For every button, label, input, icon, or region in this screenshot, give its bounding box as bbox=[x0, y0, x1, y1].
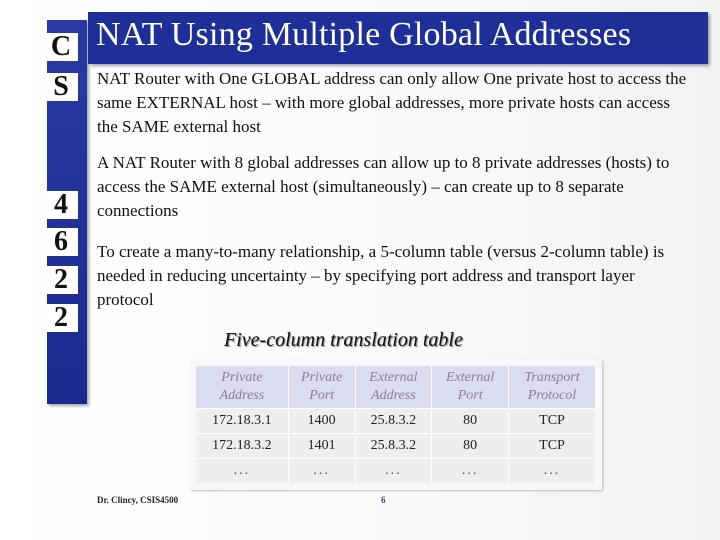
header-private-port: Private Port bbox=[288, 366, 355, 409]
table-cell: 25.8.3.2 bbox=[355, 434, 432, 459]
table-cell: TCP bbox=[509, 409, 596, 434]
table-cell: 80 bbox=[432, 409, 509, 434]
translation-table bbox=[196, 366, 596, 483]
table-cell: ... bbox=[432, 459, 509, 484]
slide-title: NAT Using Multiple Global Addresses bbox=[96, 16, 632, 53]
header-private-address: Private Address bbox=[196, 366, 288, 409]
table-cell: 1401 bbox=[288, 434, 355, 459]
table-cell: ... bbox=[196, 459, 288, 484]
table-row bbox=[196, 434, 596, 459]
paragraph-eight-global-addresses: A NAT Router with 8 global addresses can allow up to 8 private addresses (hosts) to access the SAME external host (simultaneously) – can create up to 8 separate connections bbox=[97, 153, 670, 220]
table-cell: 172.18.3.1 bbox=[196, 409, 288, 434]
table-cell: 1400 bbox=[288, 409, 355, 434]
table-row bbox=[196, 409, 596, 434]
table-cell: TCP bbox=[509, 434, 596, 459]
translation-table-panel bbox=[190, 360, 602, 490]
paragraph-five-column-table: To create a many-to-many relationship, a 5-column table (versus 2-column table) is needed in reducing uncertainty – by specifying port address and transport layer protocol bbox=[97, 242, 665, 309]
header-external-address: External Address bbox=[355, 366, 432, 409]
side-letter-s: S bbox=[44, 73, 78, 101]
table-caption: Five-column translation table bbox=[224, 329, 463, 351]
side-letter-4: 4 bbox=[44, 191, 78, 219]
header-transport-protocol: Transport Protocol bbox=[509, 366, 596, 409]
table-row bbox=[196, 459, 596, 484]
side-letter-6: 6 bbox=[44, 228, 78, 256]
side-letter-2-second: 2 bbox=[44, 304, 78, 332]
paragraph-one-global-address: NAT Router with One GLOBAL address can only allow One private host to access the same EXTERNAL host – with more global addresses, more private hosts can access the SAME external host bbox=[97, 69, 687, 136]
table-header-row bbox=[196, 366, 596, 409]
table-cell: ... bbox=[355, 459, 432, 484]
header-external-port: External Port bbox=[432, 366, 509, 409]
footer-author: Dr. Clincy, CSIS4500 bbox=[97, 495, 179, 505]
table-cell: 80 bbox=[432, 434, 509, 459]
side-letter-2-first: 2 bbox=[44, 266, 78, 294]
table-cell: ... bbox=[509, 459, 596, 484]
table-cell: 172.18.3.2 bbox=[196, 434, 288, 459]
table-cell: ... bbox=[288, 459, 355, 484]
side-letter-c: C bbox=[44, 33, 78, 61]
table-cell: 25.8.3.2 bbox=[355, 409, 432, 434]
footer-page-number: 6 bbox=[381, 495, 386, 505]
